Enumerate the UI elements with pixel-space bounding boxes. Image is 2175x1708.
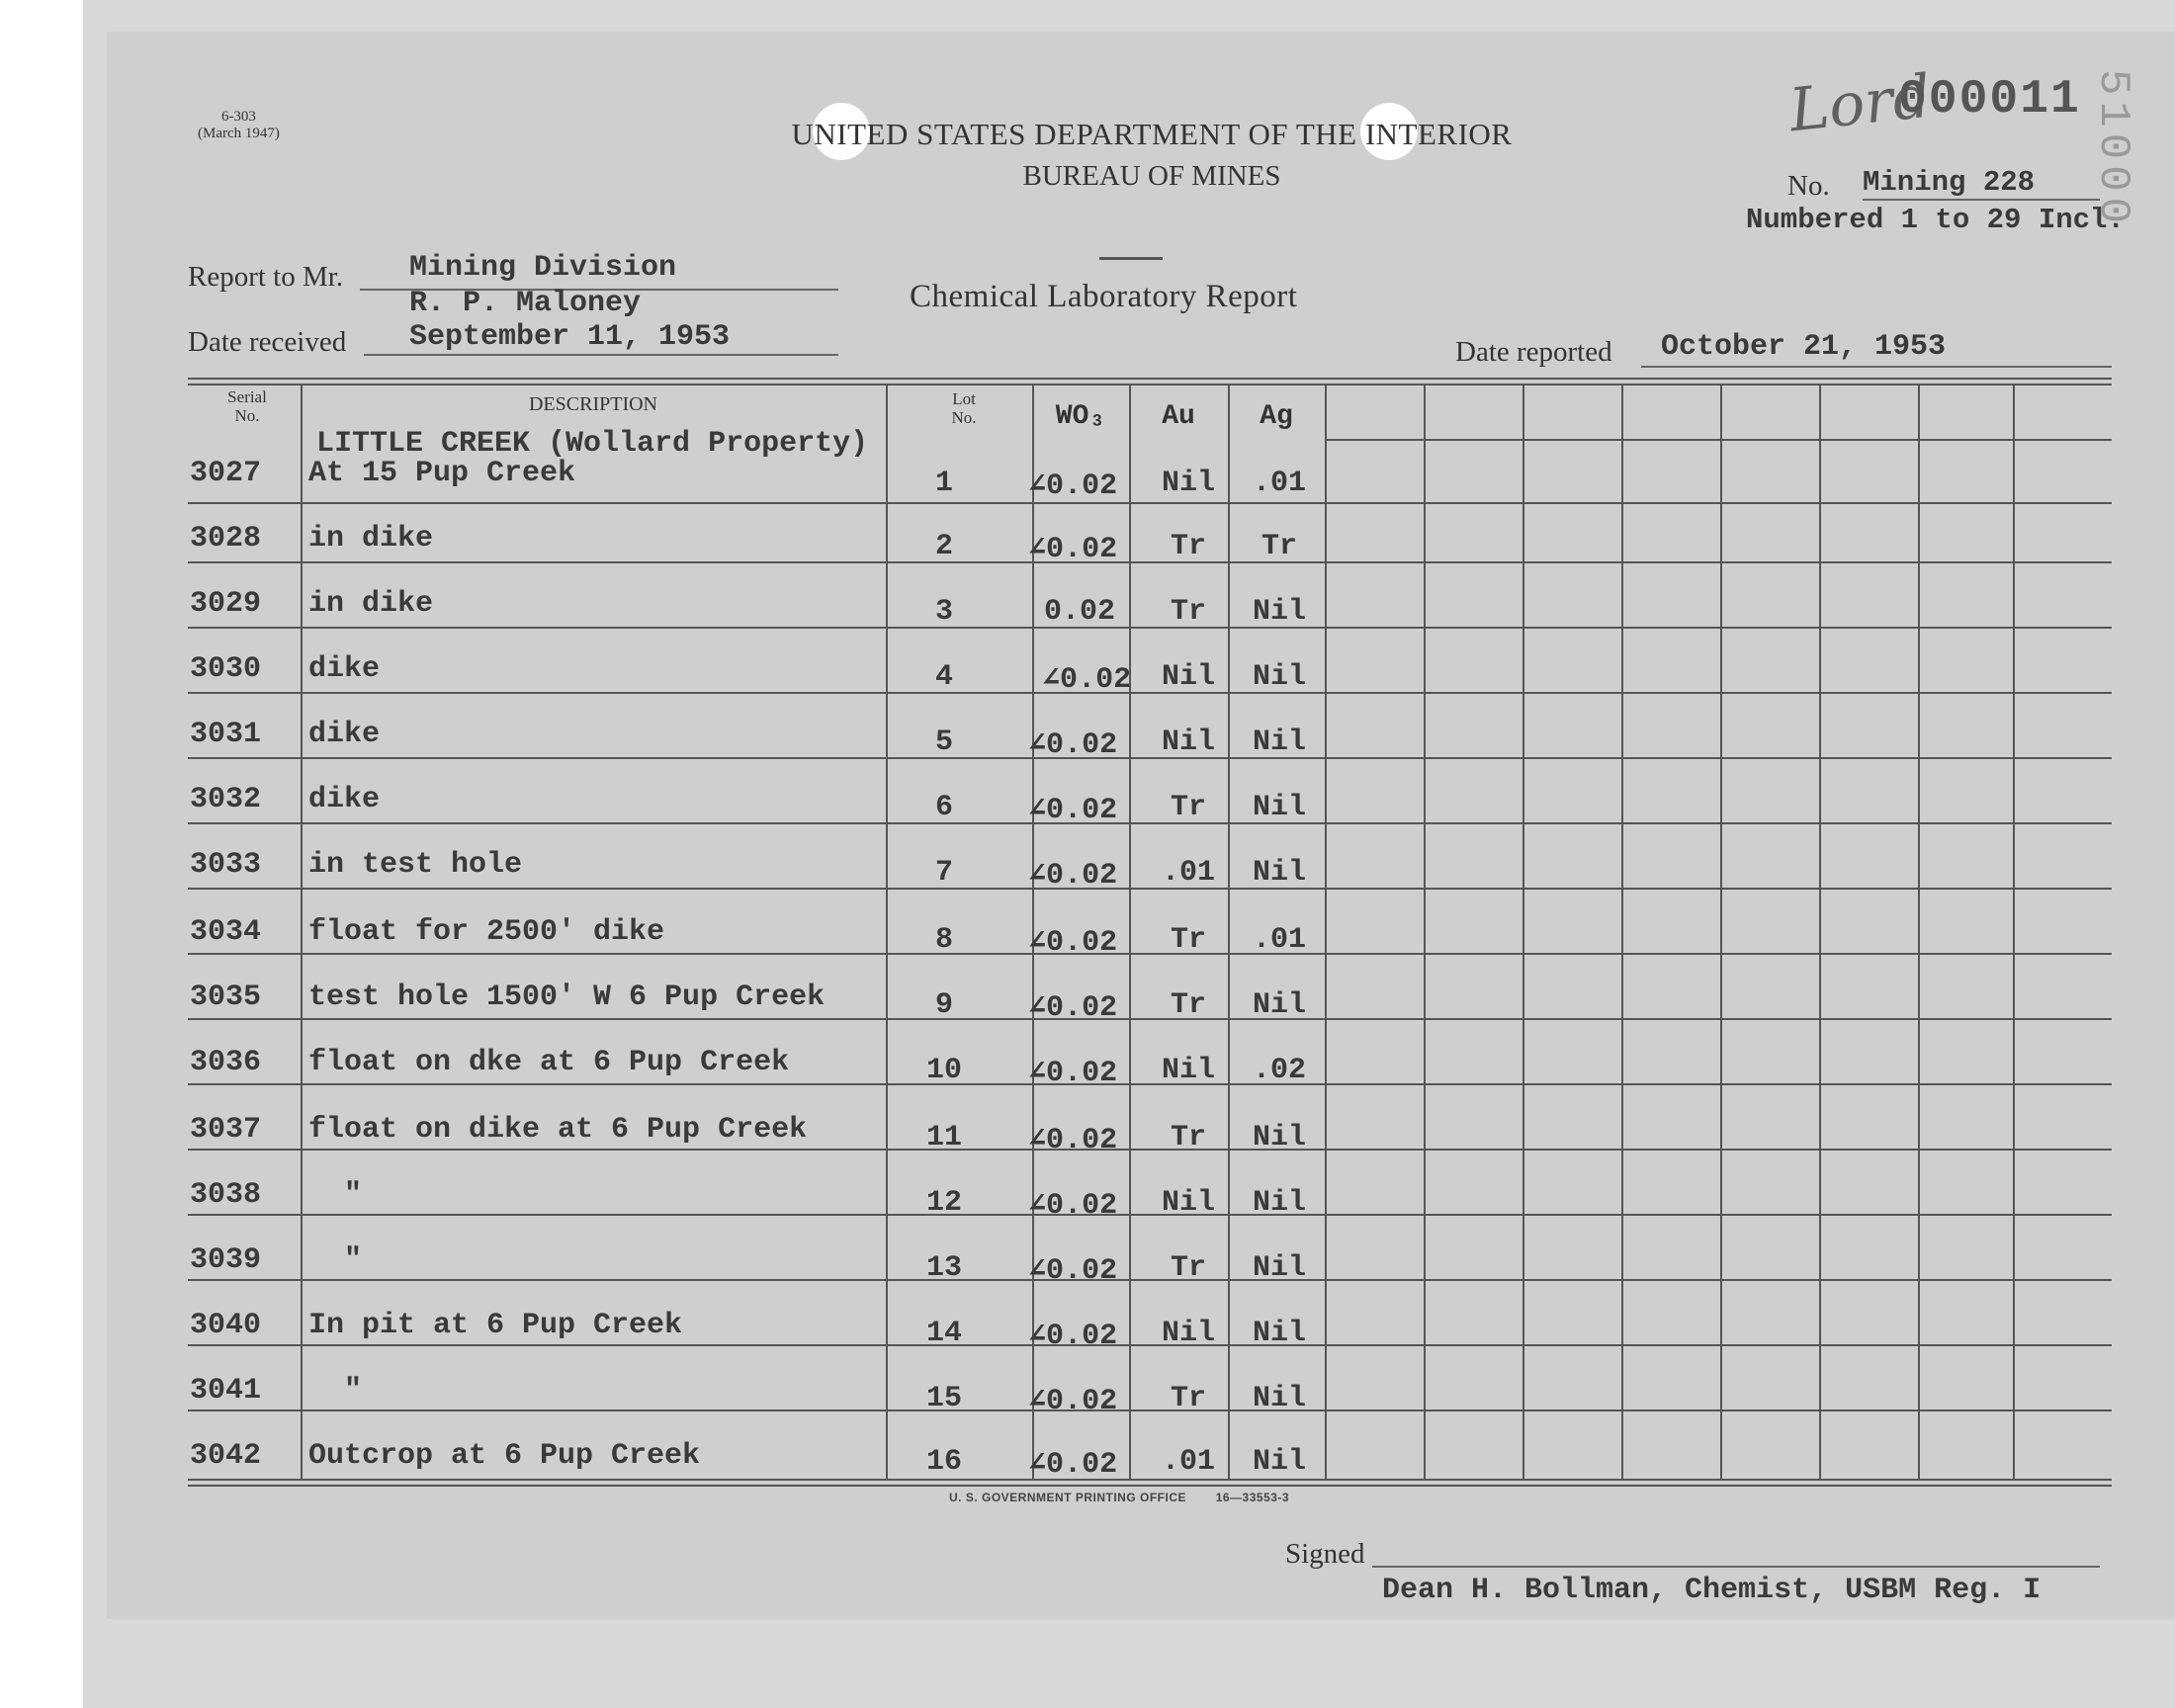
ag-cell: .02 <box>1252 1054 1306 1087</box>
description-cell: Outcrop at 6 Pup Creek <box>308 1439 701 1473</box>
ag-cell: Nil <box>1252 660 1306 694</box>
description-cell: float for 2500' dike <box>308 915 665 949</box>
serial-cell: 3027 <box>190 457 262 490</box>
ag-cell: Nil <box>1252 1121 1306 1154</box>
serial-cell: 3042 <box>190 1439 262 1473</box>
au-cell: Nil <box>1161 726 1215 759</box>
report-no-value: Mining 228 <box>1863 166 2100 201</box>
lot-cell: 9 <box>934 988 953 1022</box>
serial-cell: 3041 <box>190 1374 262 1408</box>
description-cell: At 15 Pup Creek <box>308 457 576 490</box>
wo3-cell: ∠0.02 <box>1028 728 1118 762</box>
column-divider <box>1720 385 1722 1479</box>
serial-cell: 3028 <box>190 522 262 555</box>
wo3-cell: ∠0.02 <box>1028 794 1118 827</box>
lot-cell: 3 <box>934 595 953 629</box>
au-cell: Nil <box>1161 1186 1215 1220</box>
report-to-line2: R. P. Maloney <box>409 287 642 320</box>
serial-cell: 3033 <box>190 848 262 882</box>
column-divider <box>1819 385 1821 1479</box>
report-no-label: No. <box>1787 170 1830 202</box>
description-cell: in dike <box>308 587 434 621</box>
description-cell: dike <box>308 718 381 751</box>
wo3-cell: ∠0.02 <box>1028 926 1118 960</box>
description-cell: dike <box>308 652 381 686</box>
description-cell: float on dike at 6 Pup Creek <box>308 1113 808 1147</box>
au-cell: Tr <box>1170 1251 1206 1285</box>
au-header: Au <box>1162 401 1195 432</box>
report-to-label: Report to Mr. <box>188 261 344 293</box>
date-reported-underline <box>1641 366 2112 368</box>
au-cell: Nil <box>1161 1054 1215 1087</box>
lot-cell: 16 <box>925 1445 962 1479</box>
printing-office-imprint: U. S. GOVERNMENT PRINTING OFFICE 16—33553-3 <box>949 1491 1290 1504</box>
ag-header: Ag <box>1260 401 1293 432</box>
signed-label: Signed <box>1285 1538 1365 1570</box>
description-cell: " <box>344 1178 363 1212</box>
header-row-rule <box>1325 439 2112 441</box>
description-cell: dike <box>308 783 381 816</box>
wo3-cell: ∠0.02 <box>1028 1385 1118 1418</box>
serial-cell: 3030 <box>190 652 262 686</box>
serial-cell: 3031 <box>190 718 262 751</box>
date-received-value: September 11, 1953 <box>409 320 731 354</box>
ag-cell: Nil <box>1252 1251 1306 1285</box>
lot-cell: 7 <box>934 856 953 890</box>
handwritten-note: Lord <box>1785 61 1935 146</box>
lot-cell: 12 <box>925 1186 962 1220</box>
ag-cell: Nil <box>1252 856 1306 890</box>
report-to-line1: Mining Division <box>409 251 677 285</box>
side-stamp: 51000 <box>2088 69 2137 230</box>
serial-cell: 3032 <box>190 783 262 816</box>
description-cell: " <box>344 1243 363 1277</box>
au-cell: Tr <box>1170 791 1206 824</box>
description-cell: in dike <box>308 522 434 555</box>
wo3-cell: ∠0.02 <box>1028 470 1118 503</box>
au-cell: Tr <box>1170 1121 1206 1154</box>
column-divider <box>301 385 303 1479</box>
ag-cell: .01 <box>1252 467 1306 500</box>
wo3-cell: ∠0.02 <box>1042 663 1132 697</box>
lot-cell: 6 <box>934 791 953 824</box>
table-top-rule <box>188 384 2112 385</box>
serial-stamp: 000011 <box>1898 73 2081 127</box>
lot-cell: 2 <box>934 530 953 563</box>
serial-cell: 3040 <box>190 1309 262 1342</box>
serial-header: Serial No. <box>227 387 267 425</box>
description-cell: float on dke at 6 Pup Creek <box>308 1046 790 1079</box>
date-reported-label: Date reported <box>1455 336 1612 368</box>
au-cell: Tr <box>1170 595 1206 629</box>
report-title: Chemical Laboratory Report <box>910 279 1298 314</box>
description-cell: In pit at 6 Pup Creek <box>308 1309 683 1342</box>
table-top-rule <box>188 378 2112 380</box>
ag-cell: Nil <box>1252 988 1306 1022</box>
description-cell: test hole 1500' W 6 Pup Creek <box>308 981 826 1014</box>
au-cell: Tr <box>1170 988 1206 1022</box>
column-divider <box>1424 385 1426 1479</box>
column-divider <box>886 385 888 1479</box>
chemist-signature: Dean H. Bollman, Chemist, USBM Reg. I <box>1382 1574 2042 1607</box>
ag-cell: Nil <box>1252 791 1306 824</box>
au-cell: Tr <box>1170 530 1206 563</box>
lot-cell: 8 <box>934 923 953 957</box>
ag-cell: Nil <box>1252 726 1306 759</box>
date-received-underline <box>364 354 838 356</box>
wo3-cell: 0.02 <box>1044 595 1116 629</box>
ag-cell: .01 <box>1252 923 1306 957</box>
lot-cell: 1 <box>934 467 953 500</box>
wo3-cell: ∠0.02 <box>1028 533 1118 566</box>
description-header: DESCRIPTION <box>528 393 657 415</box>
description-cell: " <box>344 1374 363 1408</box>
wo3-cell: ∠0.02 <box>1028 1254 1118 1288</box>
column-divider <box>2013 385 2015 1479</box>
au-cell: .01 <box>1161 1445 1215 1479</box>
wo3-cell: ∠0.02 <box>1028 1448 1118 1482</box>
department-heading: UNITED STATES DEPARTMENT OF THE INTERIOR <box>791 117 1513 151</box>
numbered-range: Numbered 1 to 29 Incl. <box>1746 204 2125 236</box>
column-divider <box>1522 385 1524 1479</box>
ag-cell: Nil <box>1252 595 1306 629</box>
ag-cell: Tr <box>1261 530 1297 563</box>
serial-cell: 3039 <box>190 1243 262 1277</box>
wo3-cell: ∠0.02 <box>1028 1189 1118 1223</box>
au-cell: Nil <box>1161 467 1215 500</box>
lot-cell: 15 <box>925 1382 962 1415</box>
serial-cell: 3035 <box>190 981 262 1014</box>
au-cell: Nil <box>1161 660 1215 694</box>
ag-cell: Nil <box>1252 1186 1306 1220</box>
lot-cell: 14 <box>925 1317 962 1350</box>
description-cell: in test hole <box>308 848 523 882</box>
ag-cell: Nil <box>1252 1445 1306 1479</box>
au-cell: Nil <box>1161 1317 1215 1350</box>
wo3-cell: ∠0.02 <box>1028 991 1118 1025</box>
au-cell: .01 <box>1161 856 1215 890</box>
serial-cell: 3029 <box>190 587 262 621</box>
serial-cell: 3034 <box>190 915 262 949</box>
wo3-cell: ∠0.02 <box>1028 1057 1118 1090</box>
lot-cell: 11 <box>925 1121 962 1154</box>
wo3-header: WO₃ <box>1055 401 1106 432</box>
date-reported-value: October 21, 1953 <box>1661 330 1947 364</box>
ag-cell: Nil <box>1252 1382 1306 1415</box>
group-heading: LITTLE CREEK (Wollard Property) <box>316 427 869 461</box>
serial-cell: 3038 <box>190 1178 262 1212</box>
au-cell: Tr <box>1170 1382 1206 1415</box>
table-bottom-rule <box>188 1479 2112 1481</box>
column-divider <box>1621 385 1623 1479</box>
au-cell: Tr <box>1170 923 1206 957</box>
ag-cell: Nil <box>1252 1317 1306 1350</box>
lot-cell: 5 <box>934 726 953 759</box>
serial-cell: 3036 <box>190 1046 262 1079</box>
lot-cell: 10 <box>925 1054 962 1087</box>
table-bottom-rule <box>188 1485 2112 1487</box>
bureau-heading: BUREAU OF MINES <box>1022 160 1281 192</box>
wo3-cell: ∠0.02 <box>1028 1124 1118 1157</box>
date-received-label: Date received <box>188 326 347 358</box>
signature-line <box>1372 1566 2100 1568</box>
lot-header: Lot No. <box>951 389 977 427</box>
column-divider <box>1918 385 1920 1479</box>
lot-cell: 4 <box>934 660 953 694</box>
serial-cell: 3037 <box>190 1113 262 1147</box>
wo3-cell: ∠0.02 <box>1028 1320 1118 1353</box>
lot-cell: 13 <box>925 1251 962 1285</box>
header-rule <box>1099 257 1163 260</box>
wo3-cell: ∠0.02 <box>1028 859 1118 893</box>
row-rule <box>188 502 2112 504</box>
form-number: 6-303 (March 1947) <box>198 109 280 141</box>
